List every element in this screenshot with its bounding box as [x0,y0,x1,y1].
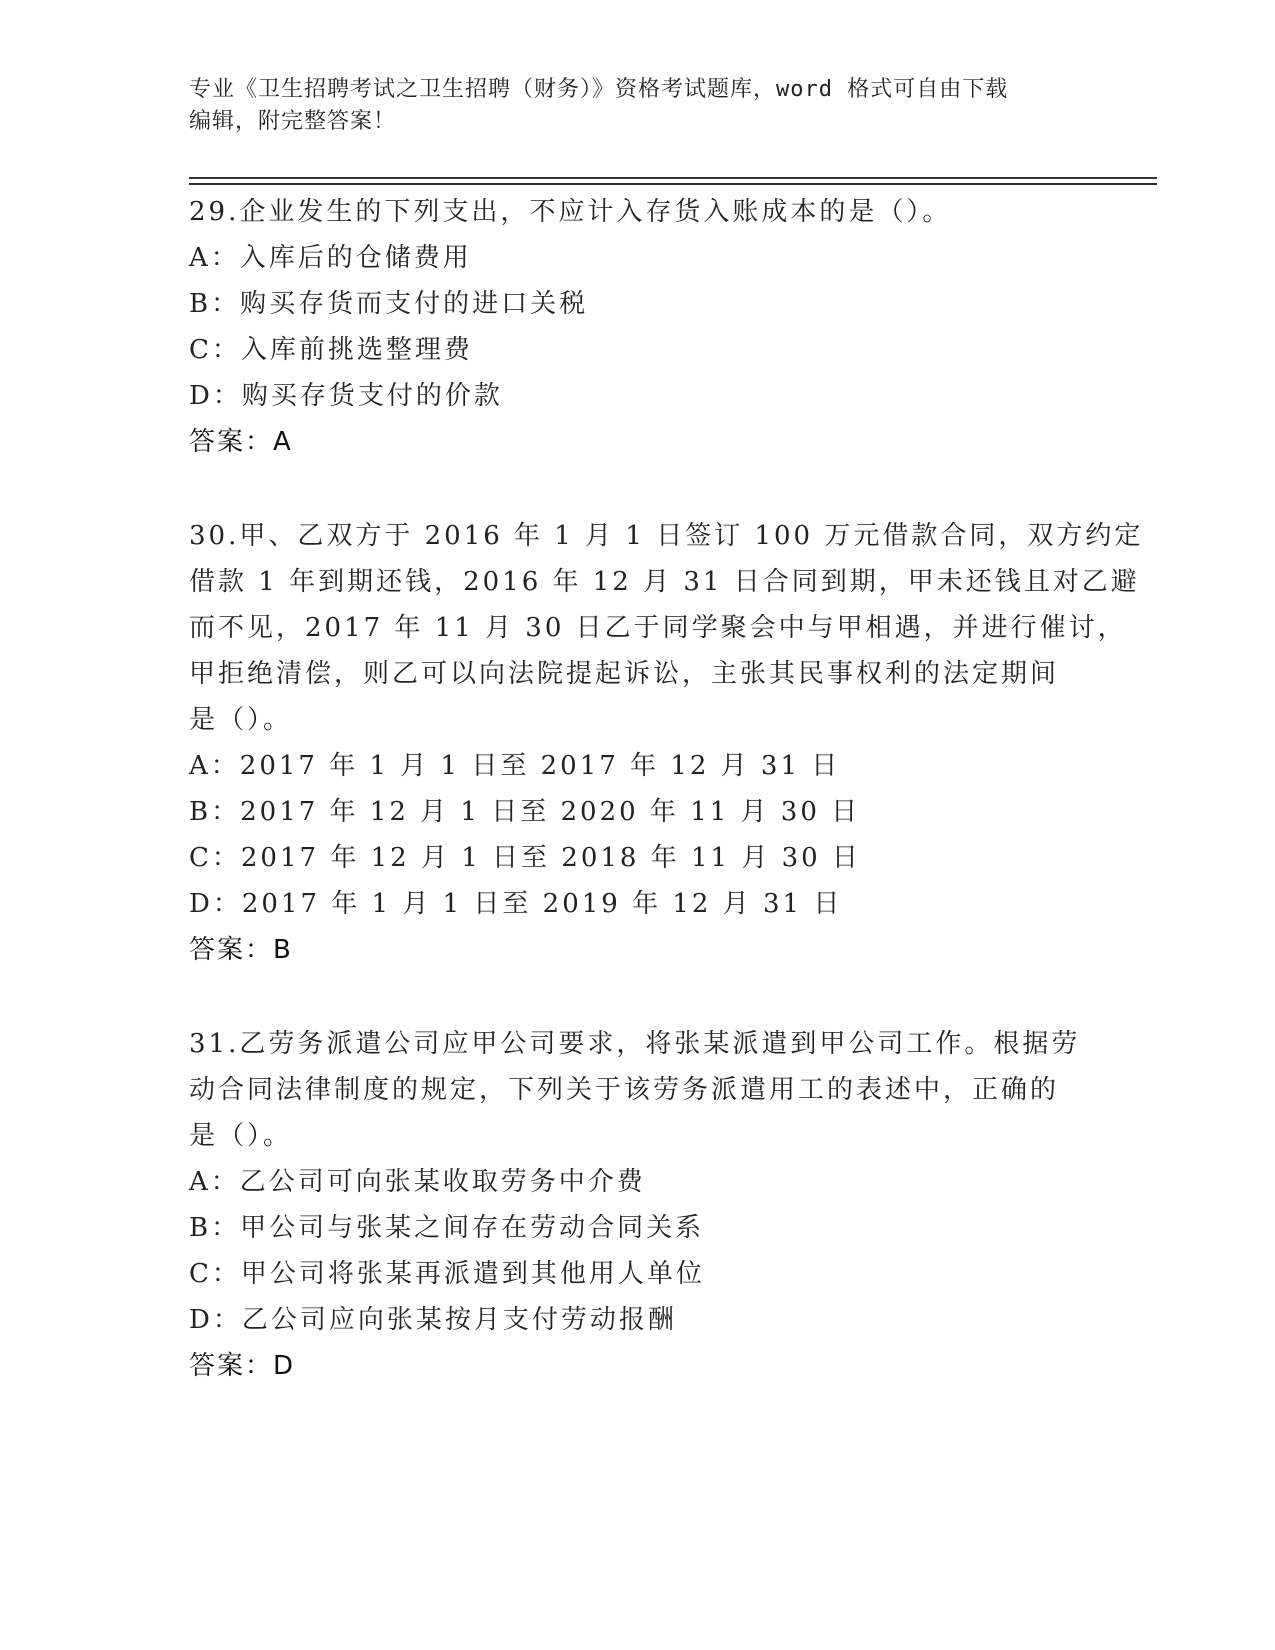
question-text: 是（）。 [189,1121,293,1151]
option-a: A：入库后的仓储费用 [189,243,472,273]
question-text: 动合同法律制度的规定，下列关于该劳务派遣用工的表述中，正确的 [189,1075,1060,1105]
header-divider-bottom [189,183,1157,185]
question-text: 31.乙劳务派遣公司应甲公司要求，将张某派遣到甲公司工作。根据劳 [189,1029,1081,1059]
question-text: 甲拒绝清偿，则乙可以向法院提起诉讼，主张其民事权利的法定期间 [189,659,1060,689]
option-b: B：甲公司与张某之间存在劳动合同关系 [189,1213,705,1243]
question-29 [189,189,1089,465]
option-c: C：2017 年 12 月 1 日至 2018 年 11 月 30 日 [189,843,861,873]
answer: 答案：D [189,1351,296,1381]
option-a: A：乙公司可向张某收取劳务中介费 [189,1167,646,1197]
option-d: D：购买存货支付的价款 [189,381,503,411]
option-a: A：2017 年 1 月 1 日至 2017 年 12 月 31 日 [189,751,841,781]
option-d: D：2017 年 1 月 1 日至 2019 年 12 月 31 日 [189,889,843,919]
option-c: C：甲公司将张某再派遣到其他用人单位 [189,1259,705,1289]
question-text: 是（）。 [189,705,293,735]
option-b: B：2017 年 12 月 1 日至 2020 年 11 月 30 日 [189,797,861,827]
header-line-2: 编辑，附完整答案！ [189,109,397,134]
header-divider-top [189,177,1157,179]
option-c: C：入库前挑选整理费 [189,335,473,365]
option-d: D：乙公司应向张某按月支付劳动报酬 [189,1305,677,1335]
header-line-1: 专业《卫生招聘考试之卫生招聘（财务）》资格考试题库，word 格式可自由下载 [189,77,1009,102]
option-b: B：购买存货而支付的进口关税 [189,289,589,319]
question-text: 29.企业发生的下列支出，不应计入存货入账成本的是（）。 [189,197,952,227]
answer: 答案：B [189,935,293,965]
question-text: 30.甲、乙双方于 2016 年 1 月 1 日签订 100 万元借款合同，双方约定 [189,521,1144,551]
question-list [189,189,1144,1437]
question-text: 而不见，2017 年 11 月 30 日乙于同学聚会中与甲相遇，并进行催讨， [189,613,1127,643]
document-header [189,74,1069,138]
question-31 [189,1021,1089,1389]
question-text: 借款 1 年到期还钱，2016 年 12 月 31 日合同到期，甲未还钱且对乙避 [189,567,1140,597]
answer: 答案：A [189,427,293,457]
question-30 [189,513,1144,973]
